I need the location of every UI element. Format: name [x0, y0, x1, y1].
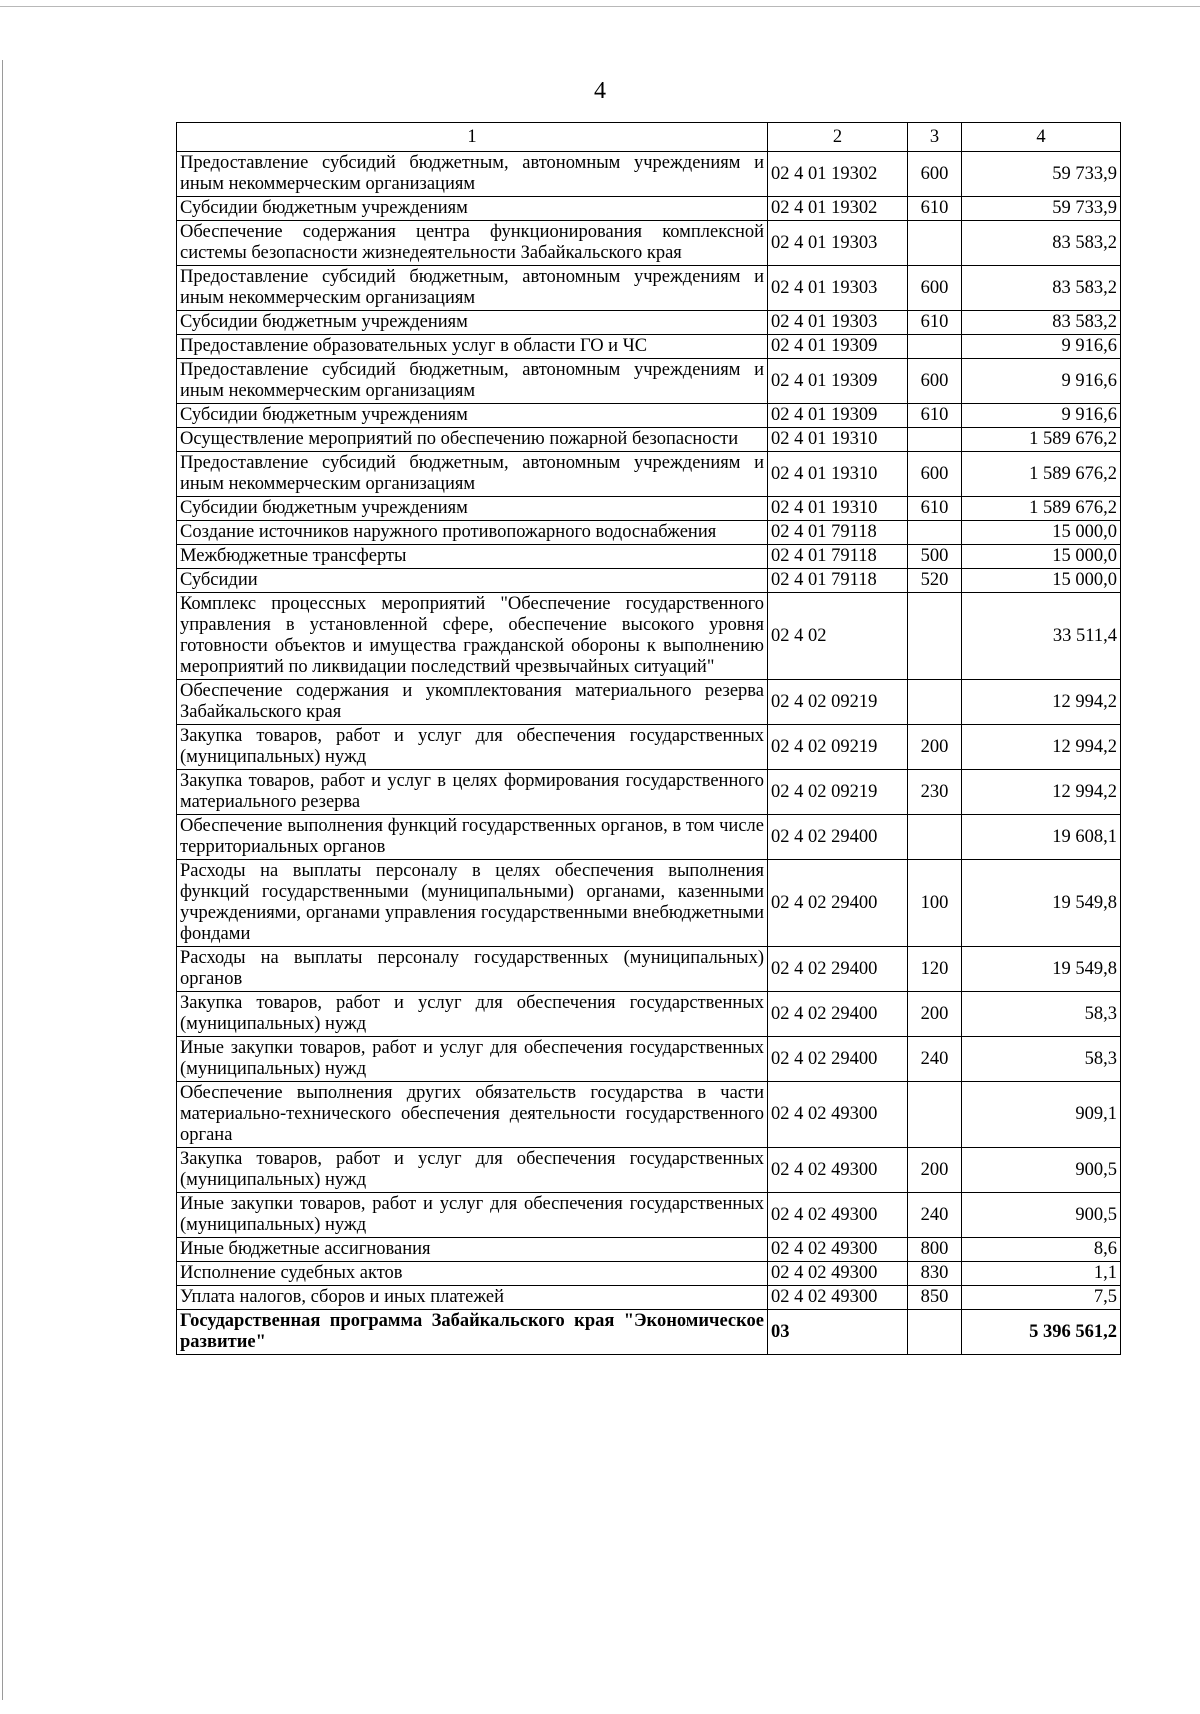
row-sum-cell: 9 916,6	[962, 359, 1121, 404]
row-vr-cell: 610	[908, 311, 962, 335]
table-row	[177, 593, 1121, 680]
row-code-cell: 02 4 02 29400	[768, 860, 908, 947]
row-vr-cell: 600	[908, 452, 962, 497]
row-sum-cell: 15 000,0	[962, 569, 1121, 593]
table-row	[177, 569, 1121, 593]
row-code-cell: 02 4 02	[768, 593, 908, 680]
row-vr-cell	[908, 680, 962, 725]
table-row	[177, 860, 1121, 947]
row-code-cell: 02 4 01 19303	[768, 221, 908, 266]
table-row	[177, 680, 1121, 725]
row-name-cell: Создание источников наружного противопожарного водоснабжения	[177, 521, 768, 545]
table-row	[177, 359, 1121, 404]
row-code-cell: 02 4 01 19310	[768, 452, 908, 497]
row-code-cell: 02 4 02 29400	[768, 815, 908, 860]
row-vr-cell: 200	[908, 725, 962, 770]
row-code-cell: 02 4 02 09219	[768, 680, 908, 725]
row-vr-cell	[908, 428, 962, 452]
row-sum-cell: 8,6	[962, 1238, 1121, 1262]
row-name-cell: Уплата налогов, сборов и иных платежей	[177, 1286, 768, 1310]
page-number: 4	[594, 78, 606, 104]
row-vr-cell: 600	[908, 266, 962, 311]
row-name-cell: Предоставление образовательных услуг в области ГО и ЧС	[177, 335, 768, 359]
row-code-cell: 02 4 02 49300	[768, 1286, 908, 1310]
table-row	[177, 311, 1121, 335]
row-code-cell: 02 4 02 49300	[768, 1262, 908, 1286]
row-sum-cell: 58,3	[962, 992, 1121, 1037]
row-vr-cell	[908, 521, 962, 545]
row-sum-cell: 900,5	[962, 1193, 1121, 1238]
table-row	[177, 1310, 1121, 1355]
row-name-cell: Предоставление субсидий бюджетным, автономным учреждениям и иным некоммерческим организациям	[177, 359, 768, 404]
table-row	[177, 266, 1121, 311]
row-code-cell: 02 4 02 49300	[768, 1238, 908, 1262]
row-name-cell: Обеспечение выполнения функций государственных органов, в том числе территориальных органов	[177, 815, 768, 860]
row-sum-cell: 59 733,9	[962, 152, 1121, 197]
row-vr-cell	[908, 593, 962, 680]
row-name-cell: Субсидии бюджетным учреждениям	[177, 497, 768, 521]
row-code-cell: 03	[768, 1310, 908, 1355]
row-sum-cell: 19 549,8	[962, 860, 1121, 947]
row-name-cell: Обеспечение содержания и укомплектования материального резерва Забайкальского края	[177, 680, 768, 725]
row-vr-cell: 200	[908, 992, 962, 1037]
row-code-cell: 02 4 02 09219	[768, 725, 908, 770]
row-sum-cell: 12 994,2	[962, 725, 1121, 770]
row-code-cell: 02 4 02 49300	[768, 1148, 908, 1193]
table-row	[177, 428, 1121, 452]
row-name-cell: Субсидии бюджетным учреждениям	[177, 311, 768, 335]
row-vr-cell	[908, 335, 962, 359]
row-name-cell: Субсидии бюджетным учреждениям	[177, 404, 768, 428]
row-vr-cell: 830	[908, 1262, 962, 1286]
row-vr-cell: 240	[908, 1037, 962, 1082]
row-name-cell: Субсидии бюджетным учреждениям	[177, 197, 768, 221]
table-row	[177, 1286, 1121, 1310]
row-name-cell: Закупка товаров, работ и услуг для обеспечения государственных (муниципальных) нужд	[177, 725, 768, 770]
row-vr-cell	[908, 1310, 962, 1355]
table-header-row	[177, 123, 1121, 152]
row-vr-cell: 100	[908, 860, 962, 947]
row-code-cell: 02 4 01 19310	[768, 428, 908, 452]
row-name-cell: Предоставление субсидий бюджетным, автономным учреждениям и иным некоммерческим организациям	[177, 452, 768, 497]
row-code-cell: 02 4 02 49300	[768, 1193, 908, 1238]
row-name-cell: Государственная программа Забайкальского края "Экономическое развитие"	[177, 1310, 768, 1355]
row-sum-cell: 900,5	[962, 1148, 1121, 1193]
row-code-cell: 02 4 01 19309	[768, 359, 908, 404]
row-vr-cell: 850	[908, 1286, 962, 1310]
row-sum-cell: 5 396 561,2	[962, 1310, 1121, 1355]
row-sum-cell: 12 994,2	[962, 770, 1121, 815]
row-name-cell: Субсидии	[177, 569, 768, 593]
row-sum-cell: 19 549,8	[962, 947, 1121, 992]
row-sum-cell: 59 733,9	[962, 197, 1121, 221]
row-sum-cell: 12 994,2	[962, 680, 1121, 725]
row-vr-cell: 200	[908, 1148, 962, 1193]
row-name-cell: Расходы на выплаты персоналу в целях обеспечения выполнения функций государственными (муниципальными) органами, казенными учреждениями, органами управления государственными внебюджетными фондами	[177, 860, 768, 947]
scan-edge-left	[2, 60, 3, 1700]
row-sum-cell: 1 589 676,2	[962, 428, 1121, 452]
row-name-cell: Предоставление субсидий бюджетным, автономным учреждениям и иным некоммерческим организациям	[177, 266, 768, 311]
row-vr-cell	[908, 1082, 962, 1148]
table-row	[177, 221, 1121, 266]
row-code-cell: 02 4 01 19302	[768, 197, 908, 221]
row-sum-cell: 83 583,2	[962, 221, 1121, 266]
row-code-cell: 02 4 01 19303	[768, 266, 908, 311]
budget-table	[176, 122, 1121, 1355]
row-vr-cell: 800	[908, 1238, 962, 1262]
row-code-cell: 02 4 01 79118	[768, 545, 908, 569]
header-col-2: 2	[768, 123, 908, 152]
row-vr-cell	[908, 221, 962, 266]
row-sum-cell: 83 583,2	[962, 266, 1121, 311]
table-row	[177, 770, 1121, 815]
row-code-cell: 02 4 01 19309	[768, 335, 908, 359]
row-name-cell: Закупка товаров, работ и услуг для обеспечения государственных (муниципальных) нужд	[177, 1148, 768, 1193]
table-row	[177, 1238, 1121, 1262]
row-vr-cell	[908, 815, 962, 860]
table-row	[177, 1082, 1121, 1148]
row-code-cell: 02 4 02 29400	[768, 1037, 908, 1082]
row-vr-cell: 610	[908, 197, 962, 221]
row-code-cell: 02 4 01 19310	[768, 497, 908, 521]
row-sum-cell: 33 511,4	[962, 593, 1121, 680]
table-row	[177, 992, 1121, 1037]
table-row	[177, 404, 1121, 428]
row-vr-cell: 240	[908, 1193, 962, 1238]
table-row	[177, 1037, 1121, 1082]
header-col-3: 3	[908, 123, 962, 152]
row-name-cell: Межбюджетные трансферты	[177, 545, 768, 569]
row-code-cell: 02 4 02 49300	[768, 1082, 908, 1148]
table-row	[177, 197, 1121, 221]
table-row	[177, 1193, 1121, 1238]
row-code-cell: 02 4 01 19309	[768, 404, 908, 428]
table-row	[177, 521, 1121, 545]
row-vr-cell: 610	[908, 404, 962, 428]
row-code-cell: 02 4 02 29400	[768, 947, 908, 992]
row-sum-cell: 9 916,6	[962, 335, 1121, 359]
table-row	[177, 152, 1121, 197]
row-vr-cell: 230	[908, 770, 962, 815]
table-row	[177, 1262, 1121, 1286]
row-code-cell: 02 4 01 79118	[768, 521, 908, 545]
row-sum-cell: 9 916,6	[962, 404, 1121, 428]
row-vr-cell: 500	[908, 545, 962, 569]
row-name-cell: Комплекс процессных мероприятий "Обеспечение государственного управления в установленной сфере, обеспечение высокого уровня готовности объектов и имущества гражданской обороны к выполнению мероприятий по ликвидации последствий чрезвычайных ситуаций"	[177, 593, 768, 680]
row-name-cell: Обеспечение содержания центра функционирования комплексной системы безопасности жизнедеятельности Забайкальского края	[177, 221, 768, 266]
row-vr-cell: 600	[908, 152, 962, 197]
row-code-cell: 02 4 01 79118	[768, 569, 908, 593]
row-name-cell: Осуществление мероприятий по обеспечению пожарной безопасности	[177, 428, 768, 452]
row-sum-cell: 1,1	[962, 1262, 1121, 1286]
row-sum-cell: 1 589 676,2	[962, 497, 1121, 521]
table-row	[177, 545, 1121, 569]
table-row	[177, 947, 1121, 992]
table-row	[177, 1148, 1121, 1193]
row-sum-cell: 58,3	[962, 1037, 1121, 1082]
table-row	[177, 497, 1121, 521]
row-name-cell: Закупка товаров, работ и услуг в целях формирования государственного материального резерва	[177, 770, 768, 815]
row-sum-cell: 19 608,1	[962, 815, 1121, 860]
table-row	[177, 815, 1121, 860]
row-name-cell: Предоставление субсидий бюджетным, автономным учреждениям и иным некоммерческим организациям	[177, 152, 768, 197]
row-name-cell: Исполнение судебных актов	[177, 1262, 768, 1286]
table-row	[177, 452, 1121, 497]
row-name-cell: Иные закупки товаров, работ и услуг для обеспечения государственных (муниципальных) нужд	[177, 1037, 768, 1082]
row-sum-cell: 15 000,0	[962, 521, 1121, 545]
table-body	[177, 152, 1121, 1355]
row-sum-cell: 909,1	[962, 1082, 1121, 1148]
row-vr-cell: 120	[908, 947, 962, 992]
row-name-cell: Закупка товаров, работ и услуг для обеспечения государственных (муниципальных) нужд	[177, 992, 768, 1037]
header-col-4: 4	[962, 123, 1121, 152]
table-row	[177, 335, 1121, 359]
row-code-cell: 02 4 01 19303	[768, 311, 908, 335]
row-code-cell: 02 4 01 19302	[768, 152, 908, 197]
row-code-cell: 02 4 02 29400	[768, 992, 908, 1037]
row-vr-cell: 520	[908, 569, 962, 593]
row-code-cell: 02 4 02 09219	[768, 770, 908, 815]
row-sum-cell: 83 583,2	[962, 311, 1121, 335]
row-name-cell: Иные бюджетные ассигнования	[177, 1238, 768, 1262]
row-sum-cell: 15 000,0	[962, 545, 1121, 569]
row-vr-cell: 600	[908, 359, 962, 404]
row-name-cell: Расходы на выплаты персоналу государственных (муниципальных) органов	[177, 947, 768, 992]
row-name-cell: Иные закупки товаров, работ и услуг для обеспечения государственных (муниципальных) нужд	[177, 1193, 768, 1238]
row-name-cell: Обеспечение выполнения других обязательств государства в части материально-технического обеспечения деятельности государственного органа	[177, 1082, 768, 1148]
scan-edge-top	[0, 0, 1200, 7]
row-vr-cell: 610	[908, 497, 962, 521]
header-col-1: 1	[177, 123, 768, 152]
row-sum-cell: 1 589 676,2	[962, 452, 1121, 497]
table-row	[177, 725, 1121, 770]
row-sum-cell: 7,5	[962, 1286, 1121, 1310]
